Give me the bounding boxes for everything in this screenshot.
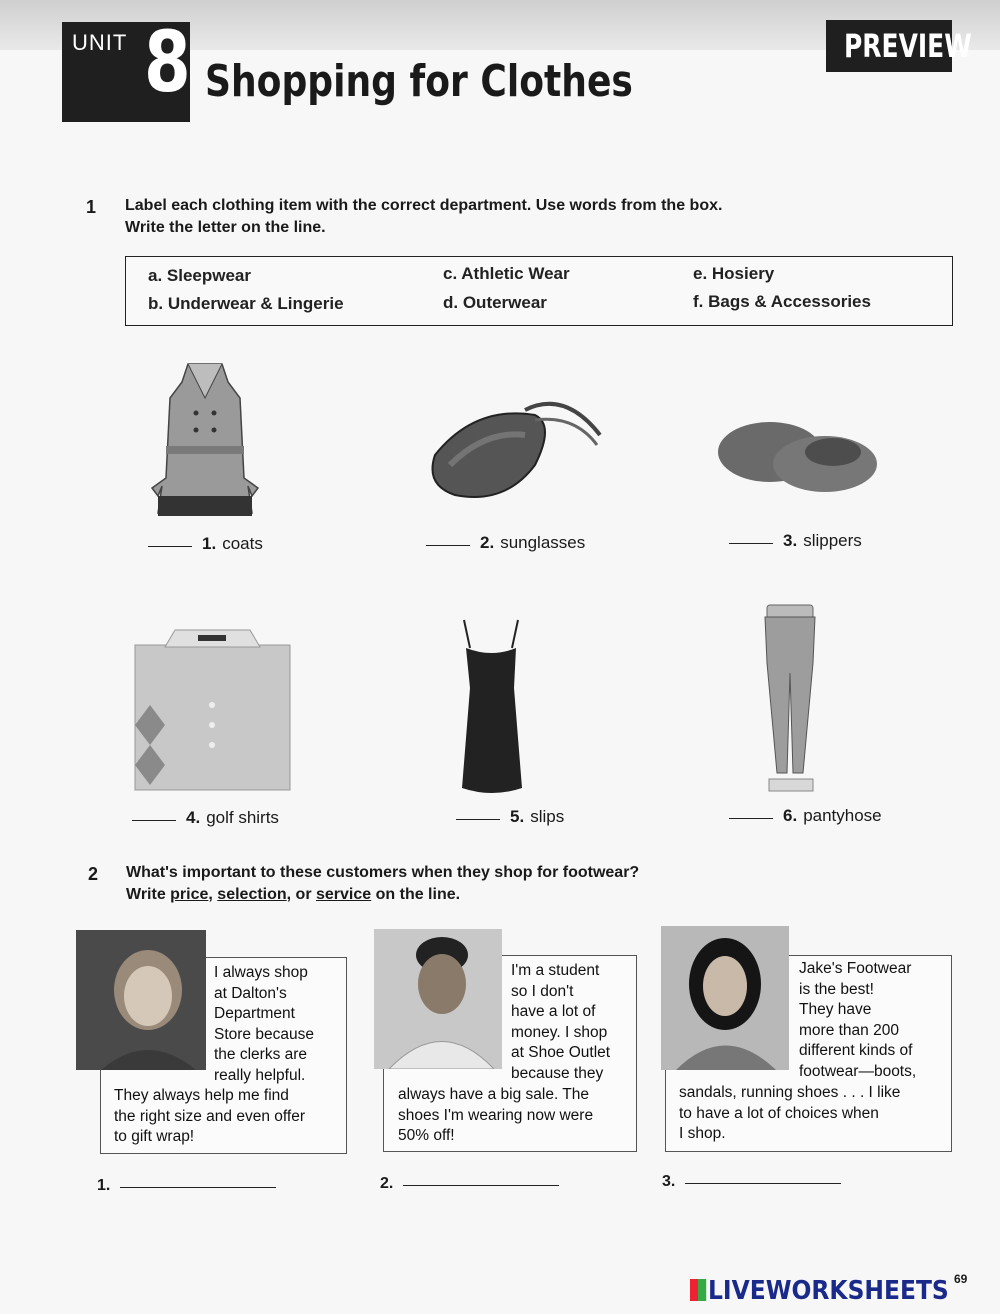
answer-3 [662, 1173, 841, 1191]
answer-1 [97, 1177, 276, 1195]
item-2-number: 2. [480, 533, 495, 552]
card-3-short-text [799, 959, 916, 1082]
card-1-line: to gift wrap! [114, 1128, 195, 1145]
page-number: 69 [954, 1272, 968, 1286]
answer-2 [380, 1175, 559, 1193]
slip-picture [452, 618, 532, 800]
item-1-label: coats [222, 534, 263, 553]
card-2-long-text [398, 1085, 593, 1147]
item-6-label: pantyhose [803, 806, 882, 825]
option-d: d. Outerwear [443, 293, 547, 312]
instruction-pre: Write [126, 886, 171, 903]
man-photo-2 [374, 929, 502, 1069]
page-title: Shopping for Clothes [205, 56, 633, 107]
customer-photo-1 [76, 930, 206, 1070]
answer-2-number: 2. [380, 1175, 394, 1192]
exercise-1-number: 1 [86, 197, 97, 217]
item-2-label: sunglasses [500, 533, 586, 552]
card-1-line: Department [214, 1005, 295, 1022]
logo-icon [690, 1279, 706, 1301]
card-1-long-text [114, 1086, 305, 1148]
card-1-line: I always shop [214, 964, 308, 981]
item-5-label: slips [530, 807, 565, 826]
card-3-line: to have a lot of choices when [679, 1104, 879, 1122]
pantyhose-picture [755, 603, 825, 795]
unit-number: 8 [144, 13, 191, 111]
card-2-line: I'm a student [511, 962, 600, 979]
card-2-line: always have a big sale. The [398, 1086, 589, 1103]
slippers-picture [715, 412, 880, 497]
preview-badge-text: PREVIEW [844, 27, 972, 65]
item-3-label: slippers [803, 531, 862, 550]
word-selection: selection [217, 886, 287, 903]
card-2-short-text [511, 961, 610, 1084]
item-3-number: 3. [783, 531, 798, 550]
card-1-line: really helpful. [214, 1066, 306, 1084]
answer-1-line[interactable] [120, 1187, 276, 1188]
option-f: f. Bags & Accessories [693, 292, 871, 311]
answer-3-line[interactable] [685, 1183, 841, 1184]
instruction-post: on the line. [371, 886, 461, 903]
card-2-line: at Shoe Outlet [511, 1044, 611, 1061]
card-3-long-text [679, 1083, 900, 1145]
item-3 [729, 531, 862, 551]
card-2-line: because they [511, 1064, 604, 1082]
card-1-line: Store because [214, 1025, 314, 1043]
instruction-sep1: , [208, 886, 218, 903]
item-5-blank[interactable] [456, 819, 500, 820]
item-1-blank[interactable] [148, 546, 192, 547]
exercise-2-instruction-line2 [126, 884, 639, 906]
item-5 [456, 807, 564, 827]
card-1-short-text [214, 963, 314, 1086]
liveworksheets-logo[interactable] [690, 1276, 949, 1306]
card-3-line: is the best! [799, 980, 874, 998]
word-service: service [316, 886, 372, 903]
option-c: c. Athletic Wear [443, 264, 570, 283]
sunglasses-picture [415, 385, 605, 510]
card-1-line: They always help me find [114, 1087, 289, 1104]
item-3-blank[interactable] [729, 543, 773, 544]
option-b: b. Underwear & Lingerie [148, 294, 344, 313]
customer-photo-2 [374, 929, 502, 1069]
item-6-number: 6. [783, 806, 798, 825]
exercise-1-instruction-line2: Write the letter on the line. [125, 219, 326, 236]
preview-badge [826, 20, 972, 72]
answer-1-number: 1. [97, 1177, 111, 1194]
answer-3-number: 3. [662, 1173, 676, 1190]
item-4 [132, 808, 279, 828]
exercise-1-instruction-line1: Label each clothing item with the correct department. Use words from the box. [125, 197, 723, 214]
item-1 [148, 534, 263, 554]
card-3-line: sandals, running shoes . . . I like [679, 1084, 901, 1101]
card-2-line: so I don't [511, 982, 574, 1000]
item-6-blank[interactable] [729, 818, 773, 819]
card-3-line: more than 200 [799, 1021, 899, 1039]
card-1-line: the clerks are [214, 1046, 308, 1063]
card-2-line: shoes I'm wearing now were [398, 1106, 594, 1124]
option-a: a. Sleepwear [148, 266, 252, 285]
exercise-1-instruction [125, 195, 722, 239]
card-3-line: footwear—boots, [799, 1062, 917, 1080]
card-2-line: 50% off! [398, 1127, 455, 1144]
item-4-number: 4. [186, 808, 201, 827]
logo-text: LIVEWORKSHEETS [708, 1276, 949, 1306]
item-4-blank[interactable] [132, 820, 176, 821]
item-2-blank[interactable] [426, 545, 470, 546]
card-1-line: at Dalton's [214, 984, 287, 1002]
item-6 [729, 806, 882, 826]
card-2-line: have a lot of [511, 1003, 596, 1020]
item-4-label: golf shirts [206, 808, 279, 827]
unit-label: UNIT [72, 30, 128, 55]
exercise-2-instruction-line1: What's important to these customers when they shop for footwear? [126, 864, 640, 881]
card-1-line: the right size and even offer [114, 1107, 306, 1125]
exercise-2-number: 2 [88, 864, 99, 884]
card-3-line: Jake's Footwear [799, 960, 912, 977]
item-1-number: 1. [202, 534, 217, 553]
card-3-line: They have [799, 1001, 872, 1018]
option-e: e. Hosiery [693, 264, 775, 283]
card-3-line: I shop. [679, 1125, 726, 1142]
word-price: price [170, 886, 209, 903]
coat-picture [140, 358, 270, 523]
answer-2-line[interactable] [403, 1185, 559, 1186]
instruction-sep2: , or [286, 886, 316, 903]
item-2 [426, 533, 585, 553]
exercise-2-instruction [126, 862, 639, 906]
customer-photo-3 [661, 926, 789, 1070]
golf-shirt-picture [130, 625, 295, 795]
item-5-number: 5. [510, 807, 525, 826]
woman-photo-3 [661, 926, 789, 1070]
card-3-line: different kinds of [799, 1042, 913, 1059]
woman-photo-1 [76, 930, 206, 1070]
card-2-line: money. I shop [511, 1023, 608, 1041]
